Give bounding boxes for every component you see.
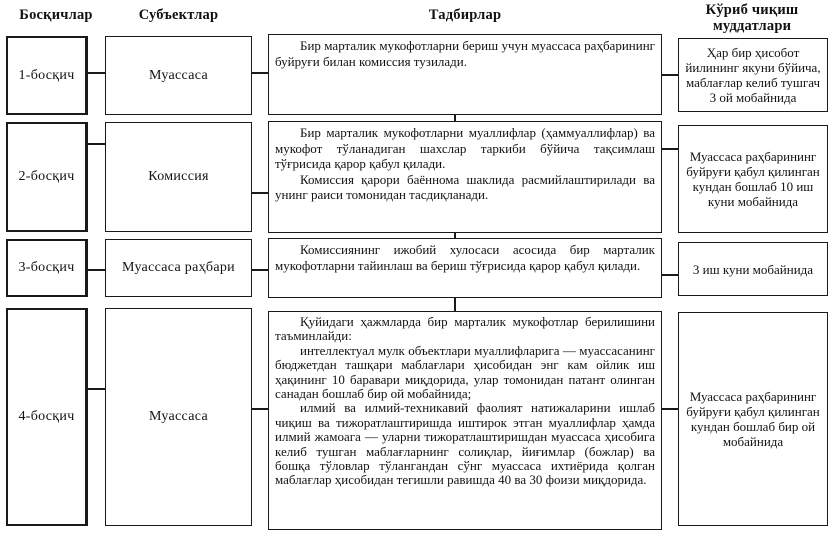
- activity-2-box: [268, 121, 662, 233]
- subject-4-box: Муассаса: [105, 308, 252, 526]
- connector-activity-period-4: [662, 408, 678, 410]
- activity-1-box: [268, 34, 662, 115]
- column-header-activities: Тадбирлар: [428, 7, 502, 23]
- column-header-stages: Босқичлар: [19, 7, 93, 23]
- activity-2-paragraph: Бир марталик мукофотларни муаллифлар (ҳаммуаллифлар) ва мукофот тўланадиган шахслар таркиби бўйича тақсимлаш тўғрисида қарор қабул қилади.: [275, 125, 655, 172]
- connector-subject-activity-1: [252, 72, 268, 74]
- connector-activity-1-2: [454, 115, 456, 122]
- activity-4-box: [268, 311, 662, 530]
- activity-4-paragraph: интеллектуал мулк объектлари муаллифларига — муассасанинг бюджетдан ташқари маблағлари ҳисобидан энг кам ойлик иш ҳақининг 10 баравари миқдорида, улар томонидан патант олинган санадан бошлаб бир ой мобайнида;: [275, 342, 655, 402]
- stage-4-box: 4-босқич: [6, 308, 88, 526]
- subject-3-box: Муассаса раҳбари: [105, 239, 252, 297]
- stage-3-box: 3-босқич: [6, 239, 88, 297]
- connector-stage-subject-3: [88, 269, 105, 271]
- connector-subject-activity-2: [252, 192, 268, 194]
- connector-stage-subject-2: [88, 143, 105, 145]
- stage-1-box: 1-босқич: [6, 36, 88, 115]
- connector-subject-activity-3: [252, 269, 268, 271]
- activity-3-paragraph: Комиссиянинг ижобий хулосаси асосида бир марталик мукофотларни тайинлаш ва бериш тўғрисида қарор қабул қилади.: [275, 242, 655, 273]
- activity-4-paragraph: Қуйидаги ҳажмларда бир марталик мукофотлар берилишини таъминлайди:: [275, 314, 655, 344]
- connector-activity-period-1: [662, 74, 678, 76]
- connector-stage-subject-4: [88, 388, 105, 390]
- activity-2-paragraph: Комиссия қарори баённома шаклида расмийлаштирилади ва унинг раиси томонидан тасдиқланади.: [275, 171, 655, 203]
- subject-2-box: Комиссия: [105, 122, 252, 232]
- connector-subject-activity-4: [252, 408, 268, 410]
- activity-3-box: [268, 238, 662, 298]
- period-4-box: Муассаса раҳбарининг буйруғи қабул қилинган кундан бошлаб бир ой мобайнида: [678, 312, 828, 526]
- connector-activity-period-2: [662, 148, 678, 150]
- connector-activity-3-4: [454, 298, 456, 312]
- activity-4-paragraph: илмий ва илмий-техникавий фаолият натижаларини ишлаб чиқиш ва тижоратлаштиришда иштирок этган муаллифлар ҳамда илмий жамоага — уларни тижоратлаштиришдан муассаса ҳисобига келиб тушган маблағларнинг солиқлар, йиғимлар (божлар) ва бошқа тўловлар тўлангандан сўнг муассаса ихтиёрида қолган маблағлар ҳисобидан тегишли равишда 40 ва 30 фоизи миқдорида.: [275, 400, 655, 488]
- connector-activity-period-3: [662, 274, 678, 276]
- period-2-box: Муассаса раҳбарининг буйруғи қабул қилинган кундан бошлаб 10 иш куни мобайнида: [678, 125, 828, 233]
- activity-1-paragraph: Бир марталик мукофотларни бериш учун муассаса раҳбарининг буйруғи билан комиссия тузилади.: [275, 38, 655, 69]
- period-3-box: 3 иш куни мобайнида: [678, 242, 828, 296]
- period-1-box: Ҳар бир ҳисобот йилининг якуни бўйича, маблағлар келиб тушгач 3 ой мобайнида: [678, 38, 828, 112]
- column-header-review-periods: Кўриб чиқиш муддатлари: [705, 2, 799, 34]
- connector-activity-2-3: [454, 233, 456, 239]
- subject-1-box: Муассаса: [105, 36, 252, 115]
- column-header-subjects: Субъектлар: [138, 7, 219, 23]
- connector-stage-subject-1: [88, 72, 105, 74]
- stage-2-box: 2-босқич: [6, 122, 88, 232]
